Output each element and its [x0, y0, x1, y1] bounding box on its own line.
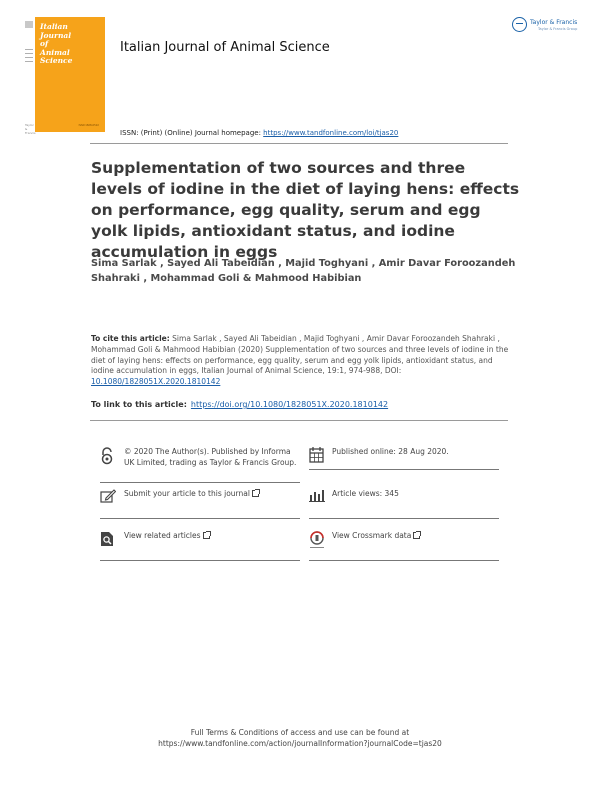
cover-publisher: Taylor & Francis: [25, 123, 36, 135]
views-cell: [309, 489, 499, 505]
link-label: To link to this article:: [91, 400, 187, 409]
citation-text: Sima Sarlak , Sayed Ali Tabeidian , Majid Toghyani , Amir Davar Foroozandeh Shahraki , Mohammad Goli & Mahmood Habibian (2020) Supplementation of two sources and three levels of iodine in the diet of laying hens: effects on performance, egg quality, serum and egg yolk lipids, antioxidant status, and iodine accumulation in eggs, Italian Journal of Animal Science, 19:1, 974-988, DOI:: [91, 334, 509, 376]
divider: [90, 420, 508, 421]
citation: [91, 334, 515, 388]
cover-lines: [25, 49, 33, 65]
issn-line: [120, 129, 398, 137]
submit-link[interactable]: [124, 489, 300, 500]
crossmark-link[interactable]: [332, 531, 499, 542]
cover-title-line: Italian: [40, 22, 68, 31]
cover-title-line: of: [40, 39, 49, 48]
article-views: Article views: 345: [332, 489, 399, 498]
doi-link[interactable]: 10.1080/1828051X.2020.1810142: [91, 377, 221, 387]
related-cell[interactable]: [100, 531, 300, 547]
link-line: [91, 400, 388, 409]
cover-strip: [23, 17, 36, 135]
logo-subtitle: Taylor & Francis Group: [538, 27, 578, 31]
open-access-icon: [100, 447, 114, 465]
issn-prefix: ISSN: (Print) (Online) Journal homepage:: [120, 129, 264, 137]
divider: [309, 560, 499, 561]
footer: [0, 727, 600, 749]
article-title: Supplementation of two sources and three levels of iodine in the diet of laying hens: effects on performance, egg quality, serum and egg yolk lipids, antioxidant status, and iodine accumulation in eggs: [91, 159, 520, 261]
tf-logo-icon: [512, 17, 527, 32]
journal-title[interactable]: Italian Journal of Animal Science: [120, 40, 330, 55]
related-articles-link[interactable]: [124, 531, 300, 542]
cover-title: [40, 23, 102, 66]
crossmark-icon: [309, 531, 325, 549]
citation-label: To cite this article:: [91, 334, 170, 343]
cover-title-line: Journal: [40, 30, 72, 40]
copyright-cell: [100, 447, 300, 481]
journal-homepage-link[interactable]: https://www.tandfonline.com/loi/tjas20: [263, 129, 399, 137]
edit-icon: [100, 489, 116, 503]
divider: [309, 518, 499, 519]
footer-url[interactable]: https://www.tandfonline.com/action/journalInformation?journalCode=tjas20: [158, 739, 442, 748]
crossmark-label: View Crossmark data: [332, 531, 412, 540]
divider: [100, 518, 300, 519]
cover-title-line: Science: [40, 56, 73, 65]
journal-cover: [23, 17, 105, 135]
divider: [100, 560, 300, 561]
footer-line1: Full Terms & Conditions of access and use can be found at: [190, 728, 410, 737]
bar-chart-icon: [309, 489, 325, 502]
cover-issn: ISSN 1828-051X: [78, 124, 99, 127]
cover-logo-icon: [25, 21, 33, 28]
external-link-icon: [203, 532, 210, 539]
related-label: View related articles: [124, 531, 201, 540]
submit-cell[interactable]: [100, 489, 300, 505]
divider: [309, 469, 499, 470]
crossmark-cell[interactable]: [309, 531, 499, 551]
article-link[interactable]: https://doi.org/10.1080/1828051X.2020.1810142: [190, 400, 389, 409]
submit-label: Submit your article to this journal: [124, 489, 250, 498]
copyright-text: © 2020 The Author(s). Published by Informa UK Limited, trading as Taylor & Francis Group.: [124, 447, 297, 467]
related-articles-icon: [100, 531, 114, 547]
external-link-icon: [252, 490, 259, 497]
external-link-icon: [413, 532, 420, 539]
published-date: Published online: 28 Aug 2020.: [332, 447, 449, 456]
divider: [100, 482, 300, 483]
article-authors: Sima Sarlak , Sayed Ali Tabeidian , Majid Toghyani , Amir Davar Foroozandeh Shahraki , Mohammad Goli & Mahmood Habibian: [91, 258, 516, 284]
publisher-logo[interactable]: [512, 17, 582, 35]
divider: [90, 143, 508, 144]
published-cell: [309, 447, 499, 467]
cover-title-line: Animal: [40, 47, 70, 57]
calendar-icon: [309, 447, 324, 463]
logo-name: Taylor & Francis: [530, 19, 578, 26]
